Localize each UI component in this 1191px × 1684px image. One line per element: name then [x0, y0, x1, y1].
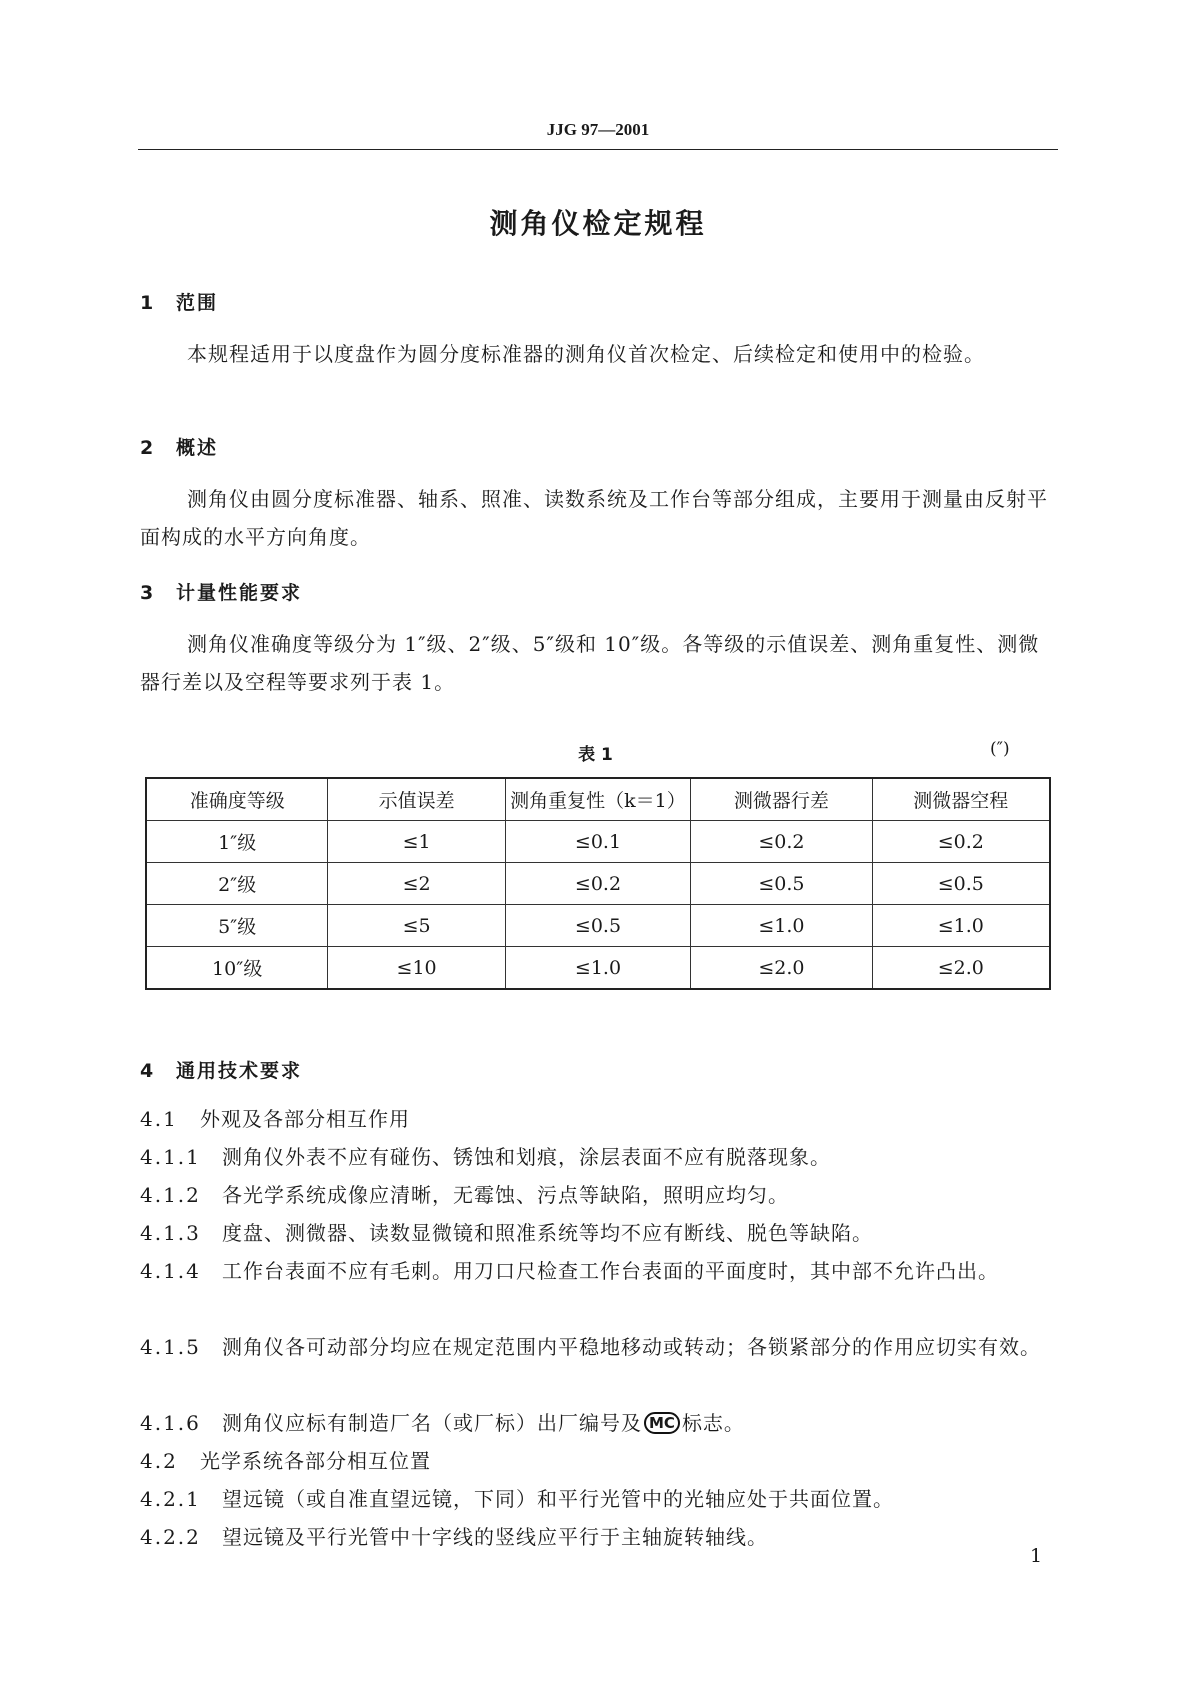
clause-number: 4.1.2: [140, 1183, 201, 1207]
clause-number: 4.1.3: [140, 1221, 201, 1245]
clause-text: 各光学系统成像应清晰，无霉蚀、污点等缺陷，照明应均匀。: [222, 1183, 789, 1207]
table-cell: ≤1.0: [505, 947, 690, 990]
clause-number: 4.1: [140, 1107, 178, 1131]
header-cell: 测微器空程: [872, 778, 1050, 821]
table-cell: ≤0.1: [505, 821, 690, 863]
table-cell: 5″级: [146, 905, 328, 947]
header-cell: 示值误差: [328, 778, 505, 821]
clause-4-1-5: [140, 1328, 1058, 1366]
clause-4-1-6: [140, 1404, 1058, 1442]
clause-4-1-2: [140, 1176, 1058, 1214]
table-cell: ≤2.0: [691, 947, 872, 990]
section-title: 范围: [176, 292, 219, 314]
table-cell: 2″级: [146, 863, 328, 905]
table-cell: ≤2.0: [872, 947, 1050, 990]
clause-text: 光学系统各部分相互位置: [200, 1449, 431, 1473]
document-code: JJG 97—2001: [546, 120, 650, 139]
table-cell: 10″级: [146, 947, 328, 990]
page-title: 测角仪检定规程: [489, 207, 707, 240]
table-cell: ≤5: [328, 905, 505, 947]
table-cell: ≤10: [328, 947, 505, 990]
section-number: 2: [140, 437, 156, 459]
section-title: 计量性能要求: [176, 582, 303, 604]
mc-mark-icon: MC: [644, 1412, 680, 1434]
section-2-heading: [140, 433, 218, 460]
clause-number: 4.2.1: [140, 1487, 201, 1511]
clause-text-end: 标志。: [681, 1411, 745, 1435]
section-3-heading: [140, 578, 302, 605]
table-cell: ≤0.2: [872, 821, 1050, 863]
table-cell: ≤1.0: [691, 905, 872, 947]
clause-text: 测角仪应标有制造厂名（或厂标）出厂编号及: [222, 1411, 642, 1435]
table-cell: ≤2: [328, 863, 505, 905]
clause-4-1-3: [140, 1214, 1058, 1252]
clause-number: 4.1.4: [140, 1259, 201, 1283]
section-number: 4: [140, 1060, 156, 1082]
clause-4-1-1: [140, 1138, 1058, 1176]
table-row: [146, 821, 1050, 863]
clause-4-2-1: [140, 1480, 1058, 1518]
table-cell: ≤0.2: [505, 863, 690, 905]
table-row: [146, 863, 1050, 905]
clause-4-2-2: [140, 1518, 1058, 1556]
clause-4-1: [140, 1100, 1058, 1138]
clause-text: 测角仪各可动部分均应在规定范围内平稳地移动或转动；各锁紧部分的作用应切实有效。: [222, 1335, 1041, 1359]
clause-text: 外观及各部分相互作用: [200, 1107, 410, 1131]
clause-number: 4.1.5: [140, 1335, 201, 1359]
header-cell: 测角重复性（k＝1）: [505, 778, 690, 821]
header-cell: 准确度等级: [146, 778, 328, 821]
clause-number: 4.2: [140, 1449, 178, 1473]
clause-number: 4.2.2: [140, 1525, 201, 1549]
table-cell: ≤1.0: [872, 905, 1050, 947]
clause-4-2: [140, 1442, 1058, 1480]
header-cell: 测微器行差: [691, 778, 872, 821]
page-number: 1: [1030, 1545, 1043, 1567]
accuracy-table: [145, 777, 1051, 990]
table-header-row: [146, 778, 1050, 821]
clause-text: 度盘、测微器、读数显微镜和照准系统等均不应有断线、脱色等缺陷。: [222, 1221, 873, 1245]
section-2-text: 测角仪由圆分度标准器、轴系、照准、读数系统及工作台等部分组成，主要用于测量由反射平面构成的水平方向角度。: [140, 487, 1048, 549]
table-cell: ≤0.2: [691, 821, 872, 863]
clause-text: 望远镜（或自准直望远镜，下同）和平行光管中的光轴应处于共面位置。: [222, 1487, 894, 1511]
table-unit: (″): [990, 739, 1010, 759]
clause-text: 工作台表面不应有毛刺。用刀口尺检查工作台表面的平面度时，其中部不允许凸出。: [222, 1259, 999, 1283]
table-cell: 1″级: [146, 821, 328, 863]
table-cell: ≤0.5: [872, 863, 1050, 905]
section-1-heading: [140, 288, 218, 315]
section-title: 概述: [176, 437, 219, 459]
header-rule: [138, 149, 1058, 150]
table-cell: ≤0.5: [691, 863, 872, 905]
section-1-text: 本规程适用于以度盘作为圆分度标准器的测角仪首次检定、后续检定和使用中的检验。: [187, 342, 985, 366]
table-caption: 表 1: [578, 745, 613, 765]
clause-4-1-4: [140, 1252, 1058, 1290]
table-cell: ≤0.5: [505, 905, 690, 947]
clause-text: 望远镜及平行光管中十字线的竖线应平行于主轴旋转轴线。: [222, 1525, 768, 1549]
section-4-heading: [140, 1056, 302, 1083]
table-cell: ≤1: [328, 821, 505, 863]
section-number: 1: [140, 292, 156, 314]
clause-number: 4.1.1: [140, 1145, 201, 1169]
section-title: 通用技术要求: [176, 1060, 303, 1082]
clause-text: 测角仪外表不应有碰伤、锈蚀和划痕，涂层表面不应有脱落现象。: [222, 1145, 831, 1169]
table-row: [146, 905, 1050, 947]
clause-number: 4.1.6: [140, 1411, 201, 1435]
table-row: [146, 947, 1050, 990]
section-number: 3: [140, 582, 156, 604]
section-3-text: 测角仪准确度等级分为 1″级、2″级、5″级和 10″级。各等级的示值误差、测角重复性、测微器行差以及空程等要求列于表 1。: [140, 632, 1040, 694]
